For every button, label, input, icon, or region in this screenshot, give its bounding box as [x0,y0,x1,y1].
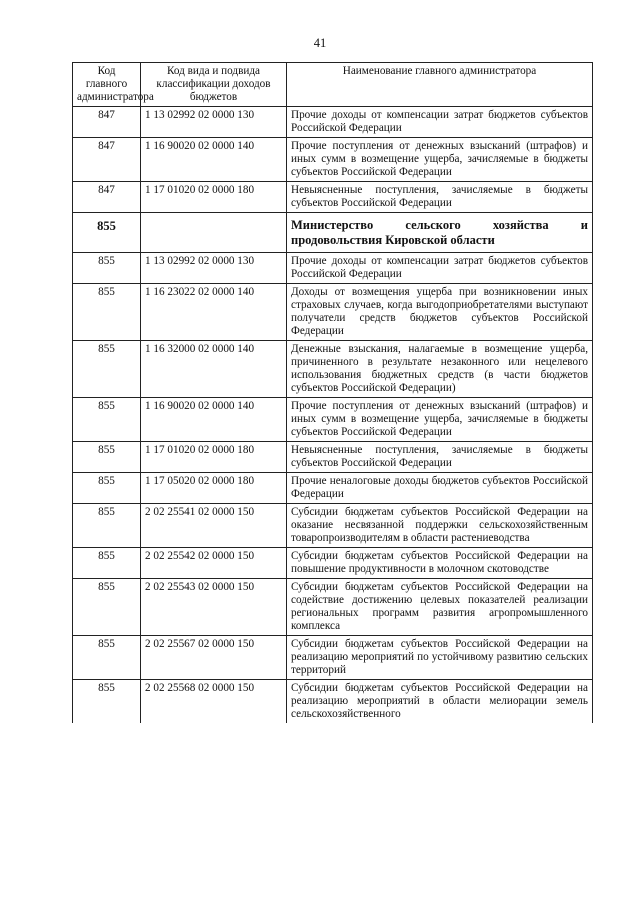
cell-admin-code: 855 [73,636,141,680]
cell-admin-code: 855 [73,579,141,636]
cell-classification-code: 1 13 02992 02 0000 130 [141,107,287,138]
budget-revenue-table [72,62,593,723]
table-header-row [73,63,593,107]
cell-ministry-name: Министерство сельского хозяйства и продовольствия Кировской области [287,213,593,253]
cell-admin-code: 847 [73,138,141,182]
cell-admin-name: Прочие поступления от денежных взысканий (штрафов) и иных сумм в возмещение ущерба, зачисляемые в бюджеты субъектов Российской Федерации [287,398,593,442]
table-row [73,182,593,213]
cell-classification-code: 1 17 01020 02 0000 180 [141,182,287,213]
cell-admin-name: Субсидии бюджетам субъектов Российской Федерации на содействие достижению целевых показателей реализации региональных программ развития агропромышленного комплекса [287,579,593,636]
table-row [73,579,593,636]
cell-admin-code: 855 [73,473,141,504]
cell-admin-code: 855 [73,398,141,442]
table-row [73,284,593,341]
table-row-ministry [73,213,593,253]
cell-classification-code: 1 16 90020 02 0000 140 [141,398,287,442]
cell-admin-name: Невыясненные поступления, зачисляемые в бюджеты субъектов Российской Федерации [287,182,593,213]
table-row [73,548,593,579]
cell-admin-name: Прочие доходы от компенсации затрат бюджетов субъектов Российской Федерации [287,253,593,284]
table-row [73,442,593,473]
cell-admin-code: 847 [73,182,141,213]
cell-admin-name: Невыясненные поступления, зачисляемые в бюджеты субъектов Российской Федерации [287,442,593,473]
cell-classification-code: 2 02 25542 02 0000 150 [141,548,287,579]
header-classification-code: Код вида и подвида классификации доходов бюджетов [141,63,287,107]
cell-classification-code: 2 02 25543 02 0000 150 [141,579,287,636]
cell-admin-code: 855 [73,284,141,341]
cell-admin-name: Денежные взыскания, налагаемые в возмещение ущерба, причиненного в результате незаконного или нецелевого использования бюджетных средств (в части бюджетов субъектов Российской Федерации) [287,341,593,398]
cell-admin-name: Субсидии бюджетам субъектов Российской Федерации на повышение продуктивности в молочном скотоводстве [287,548,593,579]
cell-admin-name: Субсидии бюджетам субъектов Российской Федерации на оказание несвязанной поддержки сельскохозяйственным товаропроизводителям в области растениеводства [287,504,593,548]
cell-admin-name: Субсидии бюджетам субъектов Российской Федерации на реализацию мероприятий в области мелиорации земель сельскохозяйственного [287,680,593,724]
table-row [73,636,593,680]
table-row [73,680,593,724]
cell-admin-code: 855 [73,341,141,398]
table-row [73,504,593,548]
cell-classification-code: 1 16 32000 02 0000 140 [141,341,287,398]
cell-admin-code: 855 [73,213,141,253]
table-row [73,107,593,138]
cell-admin-code: 855 [73,442,141,473]
cell-admin-name: Субсидии бюджетам субъектов Российской Федерации на реализацию мероприятий по устойчивому развитию сельских территорий [287,636,593,680]
cell-classification-code: 2 02 25541 02 0000 150 [141,504,287,548]
cell-classification-code: 2 02 25568 02 0000 150 [141,680,287,724]
cell-classification-code: 1 16 90020 02 0000 140 [141,138,287,182]
table-row [73,398,593,442]
cell-admin-code: 855 [73,680,141,724]
cell-admin-code: 855 [73,548,141,579]
cell-admin-code: 855 [73,253,141,284]
cell-admin-code: 847 [73,107,141,138]
cell-classification-code [141,213,287,253]
header-admin-code: Код главного администратора [73,63,141,107]
table-row [73,341,593,398]
cell-classification-code: 1 13 02992 02 0000 130 [141,253,287,284]
cell-classification-code: 1 17 05020 02 0000 180 [141,473,287,504]
cell-classification-code: 1 16 23022 02 0000 140 [141,284,287,341]
cell-classification-code: 1 17 01020 02 0000 180 [141,442,287,473]
cell-admin-code: 855 [73,504,141,548]
page-number: 41 [313,36,327,50]
table-row [73,138,593,182]
cell-classification-code: 2 02 25567 02 0000 150 [141,636,287,680]
cell-admin-name: Прочие доходы от компенсации затрат бюджетов субъектов Российской Федерации [287,107,593,138]
table-row [73,473,593,504]
table-row [73,253,593,284]
cell-admin-name: Доходы от возмещения ущерба при возникновении иных страховых случаев, когда выгодоприобретателями выступают получатели средств бюджетов субъектов Российской Федерации [287,284,593,341]
cell-admin-name: Прочие поступления от денежных взысканий (штрафов) и иных сумм в возмещение ущерба, зачисляемые в бюджеты субъектов Российской Федерации [287,138,593,182]
cell-admin-name: Прочие неналоговые доходы бюджетов субъектов Российской Федерации [287,473,593,504]
header-admin-name: Наименование главного администратора [287,63,593,107]
